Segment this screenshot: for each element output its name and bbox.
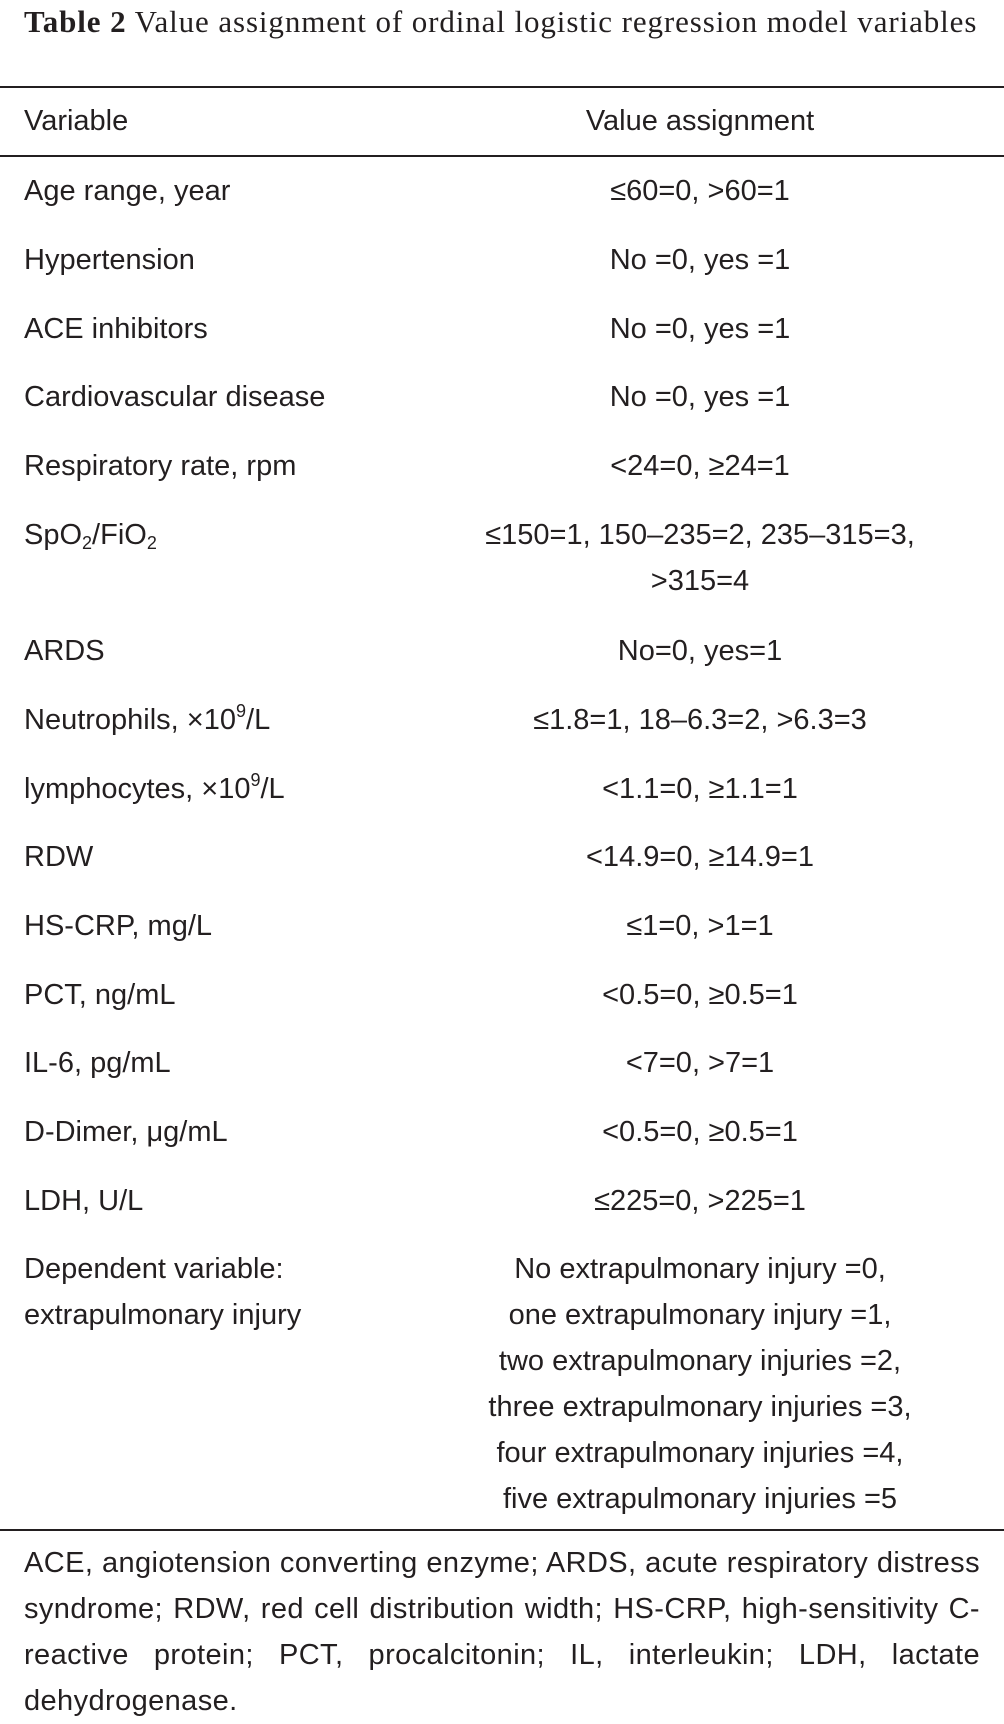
value-assignment-cell bbox=[440, 1040, 960, 1086]
variable-name: IL-6, pg/mL bbox=[24, 1047, 171, 1079]
top-rule bbox=[0, 86, 1004, 88]
variable-cell bbox=[24, 1040, 444, 1086]
value-line: ≤1=0, >1=1 bbox=[626, 910, 774, 942]
header-rule bbox=[0, 155, 1004, 157]
superscript: 9 bbox=[250, 770, 261, 790]
table-caption bbox=[24, 0, 984, 44]
value-assignment-cell bbox=[440, 903, 960, 949]
value-line: <7=0, >7=1 bbox=[625, 1047, 775, 1079]
variable-cell bbox=[24, 237, 444, 283]
value-line: ≤150=1, 150–235=2, 235–315=3, bbox=[485, 519, 915, 551]
value-assignment-cell bbox=[440, 1178, 960, 1224]
table-label: Table 2 bbox=[24, 4, 127, 39]
value-line: <24=0, ≥24=1 bbox=[610, 450, 790, 482]
value-line: >315=4 bbox=[650, 565, 750, 597]
variable-cell bbox=[24, 766, 444, 812]
value-assignment-cell bbox=[440, 834, 960, 880]
variable-unit: /L bbox=[246, 704, 271, 736]
value-assignment-cell bbox=[440, 766, 960, 812]
value-line: one extrapulmonary injury =1, bbox=[508, 1299, 892, 1331]
value-assignment-cell bbox=[440, 306, 960, 352]
variable-cell bbox=[24, 1246, 444, 1338]
table-footnote: ACE, angiotension converting enzyme; ARDS, acute respiratory distress syndrome; RDW, red cell distribution width; HS-CRP, high-sensitivity C-reactive protein; PCT, procalcitonin; IL, interleukin; LDH, lactate dehydrogenase. bbox=[24, 1547, 980, 1717]
variable-cell bbox=[24, 903, 444, 949]
variable-name: Dependent variable: bbox=[24, 1253, 284, 1285]
value-assignment-cell bbox=[440, 443, 960, 489]
table-title: Value assignment of ordinal logistic regression model variables bbox=[134, 4, 978, 39]
value-assignment-cell bbox=[440, 697, 960, 743]
value-assignment-cell bbox=[440, 168, 960, 214]
subscript: 2 bbox=[146, 533, 157, 553]
value-assignment-cell bbox=[440, 628, 960, 674]
variable-name: Cardiovascular disease bbox=[24, 381, 326, 413]
variable-name: PCT, ng/mL bbox=[24, 979, 176, 1011]
variable-name: Hypertension bbox=[24, 244, 195, 276]
value-assignment-cell bbox=[440, 374, 960, 420]
value-line: five extrapulmonary injuries =5 bbox=[502, 1483, 898, 1515]
value-line: <0.5=0, ≥0.5=1 bbox=[602, 979, 798, 1011]
value-assignment-cell bbox=[440, 1109, 960, 1155]
subscript: 2 bbox=[82, 533, 93, 553]
superscript: 9 bbox=[236, 701, 247, 721]
variable-name: Neutrophils, ×10 bbox=[24, 704, 236, 736]
variable-name-part: /FiO bbox=[92, 519, 147, 551]
variable-cell bbox=[24, 512, 444, 558]
variable-cell bbox=[24, 1178, 444, 1224]
variable-name: Respiratory rate, rpm bbox=[24, 450, 297, 482]
variable-name: D-Dimer, μg/mL bbox=[24, 1116, 228, 1148]
variable-cell bbox=[24, 443, 444, 489]
value-line: <14.9=0, ≥14.9=1 bbox=[586, 841, 814, 873]
variable-cell bbox=[24, 374, 444, 420]
variable-name: Age range, year bbox=[24, 175, 231, 207]
variable-name: ARDS bbox=[24, 635, 105, 667]
value-line: ≤225=0, >225=1 bbox=[594, 1185, 806, 1217]
value-line: No=0, yes=1 bbox=[617, 635, 783, 667]
bottom-rule bbox=[0, 1529, 1004, 1531]
variable-cell bbox=[24, 1109, 444, 1155]
variable-name: LDH, U/L bbox=[24, 1185, 144, 1217]
value-line: No extrapulmonary injury =0, bbox=[514, 1253, 886, 1285]
variable-name: lymphocytes, ×10 bbox=[24, 773, 251, 805]
variable-name: HS-CRP, mg/L bbox=[24, 910, 213, 942]
value-line: ≤1.8=1, 18–6.3=2, >6.3=3 bbox=[533, 704, 867, 736]
variable-name: SpO bbox=[24, 519, 83, 551]
value-line: No =0, yes =1 bbox=[609, 313, 791, 345]
variable-cell bbox=[24, 972, 444, 1018]
variable-unit: /L bbox=[260, 773, 285, 805]
value-line: No =0, yes =1 bbox=[609, 381, 791, 413]
value-line: No =0, yes =1 bbox=[609, 244, 791, 276]
value-assignment-cell bbox=[440, 972, 960, 1018]
value-line: two extrapulmonary injuries =2, bbox=[498, 1345, 902, 1377]
value-line: four extrapulmonary injuries =4, bbox=[496, 1437, 904, 1469]
value-line: <0.5=0, ≥0.5=1 bbox=[602, 1116, 798, 1148]
value-assignment-cell bbox=[440, 1246, 960, 1522]
variable-cell bbox=[24, 628, 444, 674]
header-value-assignment: Value assignment bbox=[585, 105, 815, 137]
variable-cell bbox=[24, 306, 444, 352]
variable-name: RDW bbox=[24, 841, 94, 873]
variable-cell bbox=[24, 697, 444, 743]
value-line: <1.1=0, ≥1.1=1 bbox=[602, 773, 798, 805]
value-line: ≤60=0, >60=1 bbox=[610, 175, 790, 207]
header-variable: Variable bbox=[24, 105, 129, 137]
value-assignment-cell bbox=[440, 512, 960, 604]
variable-cell bbox=[24, 834, 444, 880]
value-assignment-cell bbox=[440, 237, 960, 283]
variable-name-line: extrapulmonary injury bbox=[24, 1299, 302, 1331]
variable-name: ACE inhibitors bbox=[24, 313, 208, 345]
variable-cell bbox=[24, 168, 444, 214]
value-line: three extrapulmonary injuries =3, bbox=[488, 1391, 912, 1423]
